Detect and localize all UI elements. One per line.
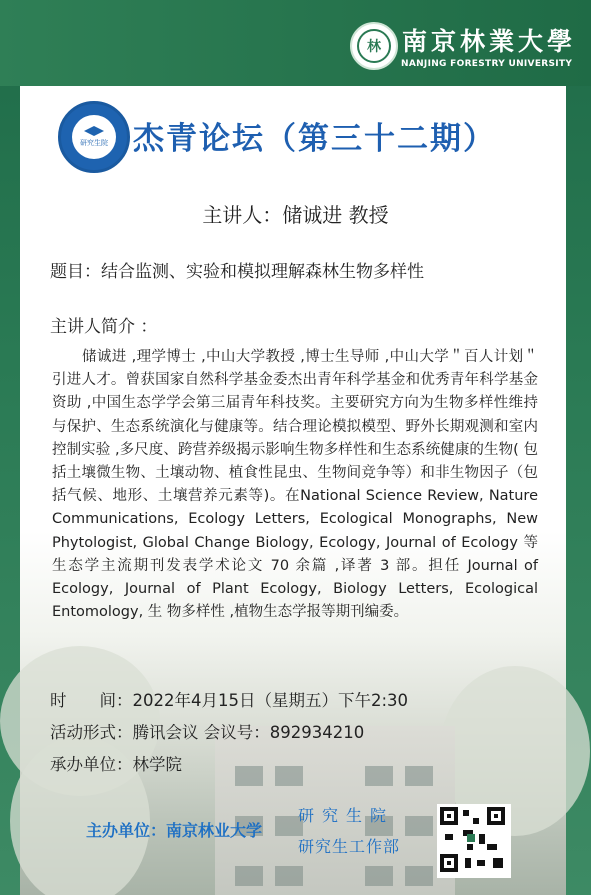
organizer-line-2: 研究生工作部 [298,837,401,856]
topic-line: 题目：结合监测、实验和模拟理解森林生物多样性 [50,262,424,282]
time-row [50,687,408,711]
qr-code-icon[interactable] [437,804,511,878]
forum-badge-text: 研究生院 [80,139,108,147]
speaker-line: 主讲人：储诚进 教授 [202,203,389,227]
time-value: 2022年4月15日（星期五）下午2:30 [132,691,409,710]
format-row [50,719,364,743]
graduation-cap-icon [84,126,104,136]
format-value: 腾讯会议 会议号：892934210 [132,723,365,742]
university-seal-icon: 林 [350,22,398,70]
host-row [50,751,182,775]
host-value: 林学院 [132,755,182,774]
university-name-cn: 南京林業大學 [402,27,577,56]
format-label: 活动形式： [50,723,133,742]
university-name-en: NANJING FORESTRY UNIVERSITY [401,59,573,69]
forum-title: 杰青论坛（第三十二期） [133,121,496,157]
host-label: 承办单位： [50,755,133,774]
bio-heading: 主讲人简介 ： [50,317,158,337]
time-label: 时 间： [50,691,133,710]
organizer-label: 主办单位：南京林业大学 [86,821,263,840]
bio-text: 储诚进 ,理学博士 ,中山大学教授 ,博士生导师 ,中山大学＂百人计划＂ 引进人才。曾获国家自然科学基金委杰出青年科学基金和优秀青年科学基金资助 ,中国生态学学会第三届青年科技奖。主要研究方向为生物多样性维持与保护、生态系统演化与健康等。结合理论模拟模型、野外长期观测和室内控制实验 ,多尺度、跨营养级揭示影响生物多样性和生态系统健康的生物( 包括土壤微生物、土壤动物、植食性昆虫、生物间竞争等）和非生物因子（包括气候、地形、土壤营养元素等)。在National Science Review, Nature Communications, Ecology Letters, Ecological Monographs, New Phytologist, Global Change Biology, Ecology, Journal of Ecology 等生态学主流期刊发表学术论文 70 余篇 ,译著 3 部。担任 Journal of Ecology, Journal of Plant Ecology, Biology Letters, Ecological Entomology, 生 物多样性 ,植物生态学报等期刊编委。 [52,349,538,621]
organizer-line-1: 研究生院 [298,806,395,825]
forum-badge-icon [58,101,130,173]
